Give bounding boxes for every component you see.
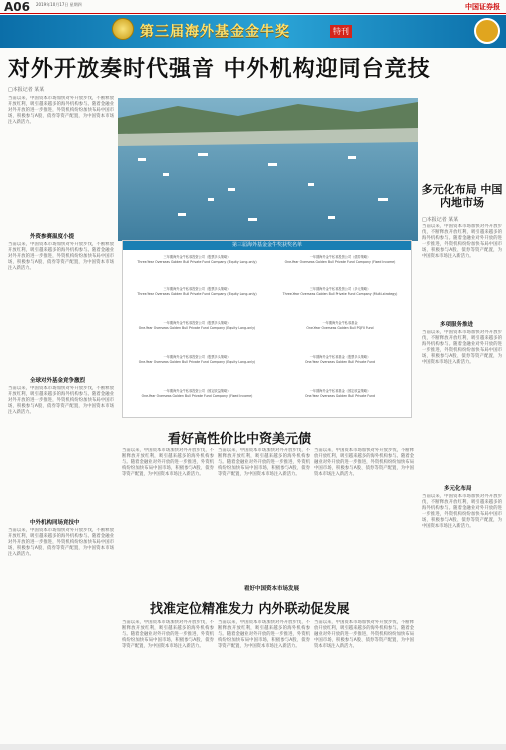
award-right-5-en: One-Year Overseas Golden Bull Private Fund [304, 394, 376, 398]
mid-column-2: 当前以来，中国资本市场加快对外开放步伐，不断释放开放红利，吸引越来越多的海外机构参与。随着金融业对外开放的进一步推进，外资机构纷纷加快布局中国市场，积极参与A股、债券等资产配置，为中国资本市场注入新活力。 [218, 448, 310, 477]
award-logo-icon [474, 18, 500, 44]
award-left-2-en: Three-Year Overseas Golden Bull Private Fund Company (Equity Long-only) [137, 292, 257, 296]
award-left-1: 三年期海外金牛私募投资公司（股票多头策略） [163, 255, 231, 259]
award-right-5: 一年期海外金牛私募基金（固定收益策略） [309, 389, 371, 393]
mid-headline-1: 看好高性价比中资美元债 [168, 432, 312, 447]
side-subhead-1: 多项服务推进 [440, 322, 474, 328]
side-column-3: 当前以来，中国资本市场加快对外开放步伐，不断释放开放红利，吸引越来越多的海外机构参与。随着金融业对外开放的进一步推进，外资机构纷纷加快布局中国市场，积极参与A股、债券等资产配置，为中国资本市场注入新活力。 [422, 494, 502, 529]
mid-column-3: 当前以来，中国资本市场加快对外开放步伐，不断释放开放红利，吸引越来越多的海外机构参与。随着金融业对外开放的进一步推进，外资机构纷纷加快布局中国市场，积极参与A股、债券等资产配置，为中国资本市场注入新活力。 [314, 448, 414, 477]
award-left-2: 三年期海外金牛私募投资公司（股票多头策略） [163, 287, 231, 291]
award-right-4: 一年期海外金牛私募基金（股票多头策略） [309, 355, 371, 359]
section-banner [0, 15, 506, 48]
harbor-photo-svg [118, 98, 418, 241]
side-column-2: 当前以来，中国资本市场加快对外开放步伐，不断释放开放红利，吸引越来越多的海外机构参与。随着金融业对外开放的进一步推进，外资机构纷纷加快布局中国市场，积极参与A股、债券等资产配置，为中国资本市场注入新活力。 [422, 330, 502, 365]
page-number: A06 [4, 0, 30, 14]
mid-column-1: 当前以来，中国资本市场加快对外开放步伐，不断释放开放红利，吸引越来越多的海外机构参与。随着金融业对外开放的进一步推进，外资机构纷纷加快布局中国市场，积极参与A股、债券等资产配置，为中国资本市场注入新活力。 [122, 448, 214, 477]
award-left-3: 一年期海外金牛私募投资公司（股票多头策略） [163, 321, 231, 325]
main-headline: 对外开放奏时代强音 中外机构迎同台竞技 [8, 57, 431, 82]
award-right-2: 三年期海外金牛私募投资公司（多元策略） [309, 287, 371, 291]
top-bar [0, 0, 506, 14]
award-left-5: 一年期海外金牛私募投资公司（固定收益策略） [163, 389, 231, 393]
banner-tag: 特刊 [330, 25, 352, 38]
award-right-1-en: One-Year Overseas Golden Bull Private Fund Company (Fixed Income) [284, 260, 396, 264]
side-subhead-2: 多元化布局 [444, 486, 472, 492]
golden-bull-coin-icon [112, 18, 134, 40]
award-left-1-en: Three-Year Overseas Golden Bull Private Fund Company (Equity Long-only) [137, 260, 257, 264]
dateline: 2019年10月17日 星期四 [36, 2, 82, 7]
subhead-1: 外资参赛温度小提 [30, 234, 75, 240]
award-left-4: 一年期海外金牛私募投资公司（股票多头策略） [163, 355, 231, 359]
award-left-4-en: One-Year Overseas Golden Bull Private Fund Company (Equity Long-only) [138, 360, 256, 364]
mid2-column-2: 当前以来，中国资本市场加快对外开放步伐，不断释放开放红利，吸引越来越多的海外机构参与。随着金融业对外开放的进一步推进，外资机构纷纷加快布局中国市场，积极参与A股、债券等资产配置，为中国资本市场注入新活力。 [218, 620, 310, 649]
footer-bar [0, 744, 506, 750]
award-list-box [122, 240, 412, 418]
award-list-title: 第三届海外基金金牛奖获奖名单 [123, 241, 411, 250]
subhead-4: 看好中国资本市场发展 [244, 586, 300, 592]
side-headline: 多元化布局 中国内地市场 [421, 183, 503, 209]
award-right-3-en: One-Year Overseas Golden Bull PQFII Fund [306, 326, 374, 330]
byline: □本报记者 某某 [8, 87, 45, 93]
harbor-photo [118, 98, 418, 241]
side-byline: □本报记者 某某 [422, 217, 459, 223]
mid2-column-1: 当前以来，中国资本市场加快对外开放步伐，不断释放开放红利，吸引越来越多的海外机构参与。随着金融业对外开放的进一步推进，外资机构纷纷加快布局中国市场，积极参与A股、债券等资产配置，为中国资本市场注入新活力。 [122, 620, 214, 649]
award-right-4-en: One-Year Overseas Golden Bull Private Fund [304, 360, 376, 364]
award-left-5-en: One-Year Overseas Golden Bull Private Fund Company (Fixed Income) [141, 394, 253, 398]
award-right-2-en: Three-Year Overseas Golden Bull Private Fund Company (Multi-strategy) [282, 292, 398, 296]
mid2-column-3: 当前以来，中国资本市场加快对外开放步伐，不断释放开放红利，吸引越来越多的海外机构参与。随着金融业对外开放的进一步推进，外资机构纷纷加快布局中国市场，积极参与A股、债券等资产配置，为中国资本市场注入新活力。 [314, 620, 414, 649]
award-right-1: 一年期海外金牛私募投资公司（债券策略） [309, 255, 371, 259]
mid-headline-2: 找准定位精准发力 内外联动促发展 [150, 602, 350, 617]
side-column-1: 当前以来，中国资本市场加快对外开放步伐，不断释放开放红利，吸引越来越多的海外机构参与。随着金融业对外开放的进一步推进，外资机构纷纷加快布局中国市场，积极参与A股、债券等资产配置，为中国资本市场注入新活力。 [422, 224, 502, 259]
award-left-3-en: One-Year Overseas Golden Bull Private Fund Company (Equity Long-only) [138, 326, 256, 330]
article-column-3: 当前以来，中国资本市场加快对外开放步伐，不断释放开放红利，吸引越来越多的海外机构参与。随着金融业对外开放的进一步推进，外资机构纷纷加快布局中国市场，积极参与A股、债券等资产配置，为中国资本市场注入新活力。 [8, 386, 114, 415]
article-column-2: 当前以来，中国资本市场加快对外开放步伐，不断释放开放红利，吸引越来越多的海外机构参与。随着金融业对外开放的进一步推进，外资机构纷纷加快布局中国市场，积极参与A股、债券等资产配置，为中国资本市场注入新活力。 [8, 242, 114, 271]
award-right-3: 一年期海外金牛私募基金 [322, 321, 358, 325]
banner-title: 第三届海外基金金牛奖 [140, 24, 290, 40]
article-column-1: 当前以来，中国资本市场加快对外开放步伐，不断释放开放红利，吸引越来越多的海外机构参与。随着金融业对外开放的进一步推进，外资机构纷纷加快布局中国市场，积极参与A股、债券等资产配置，为中国资本市场注入新活力。 [8, 96, 114, 125]
subhead-3: 中外机构同场竞技中 [30, 520, 80, 526]
newspaper-brand: 中国证券报 [465, 2, 500, 11]
article-column-4: 当前以来，中国资本市场加快对外开放步伐，不断释放开放红利，吸引越来越多的海外机构参与。随着金融业对外开放的进一步推进，外资机构纷纷加快布局中国市场，积极参与A股、债券等资产配置，为中国资本市场注入新活力。 [8, 528, 114, 557]
subhead-2: 全球对外基金竞争激烈 [30, 378, 86, 384]
